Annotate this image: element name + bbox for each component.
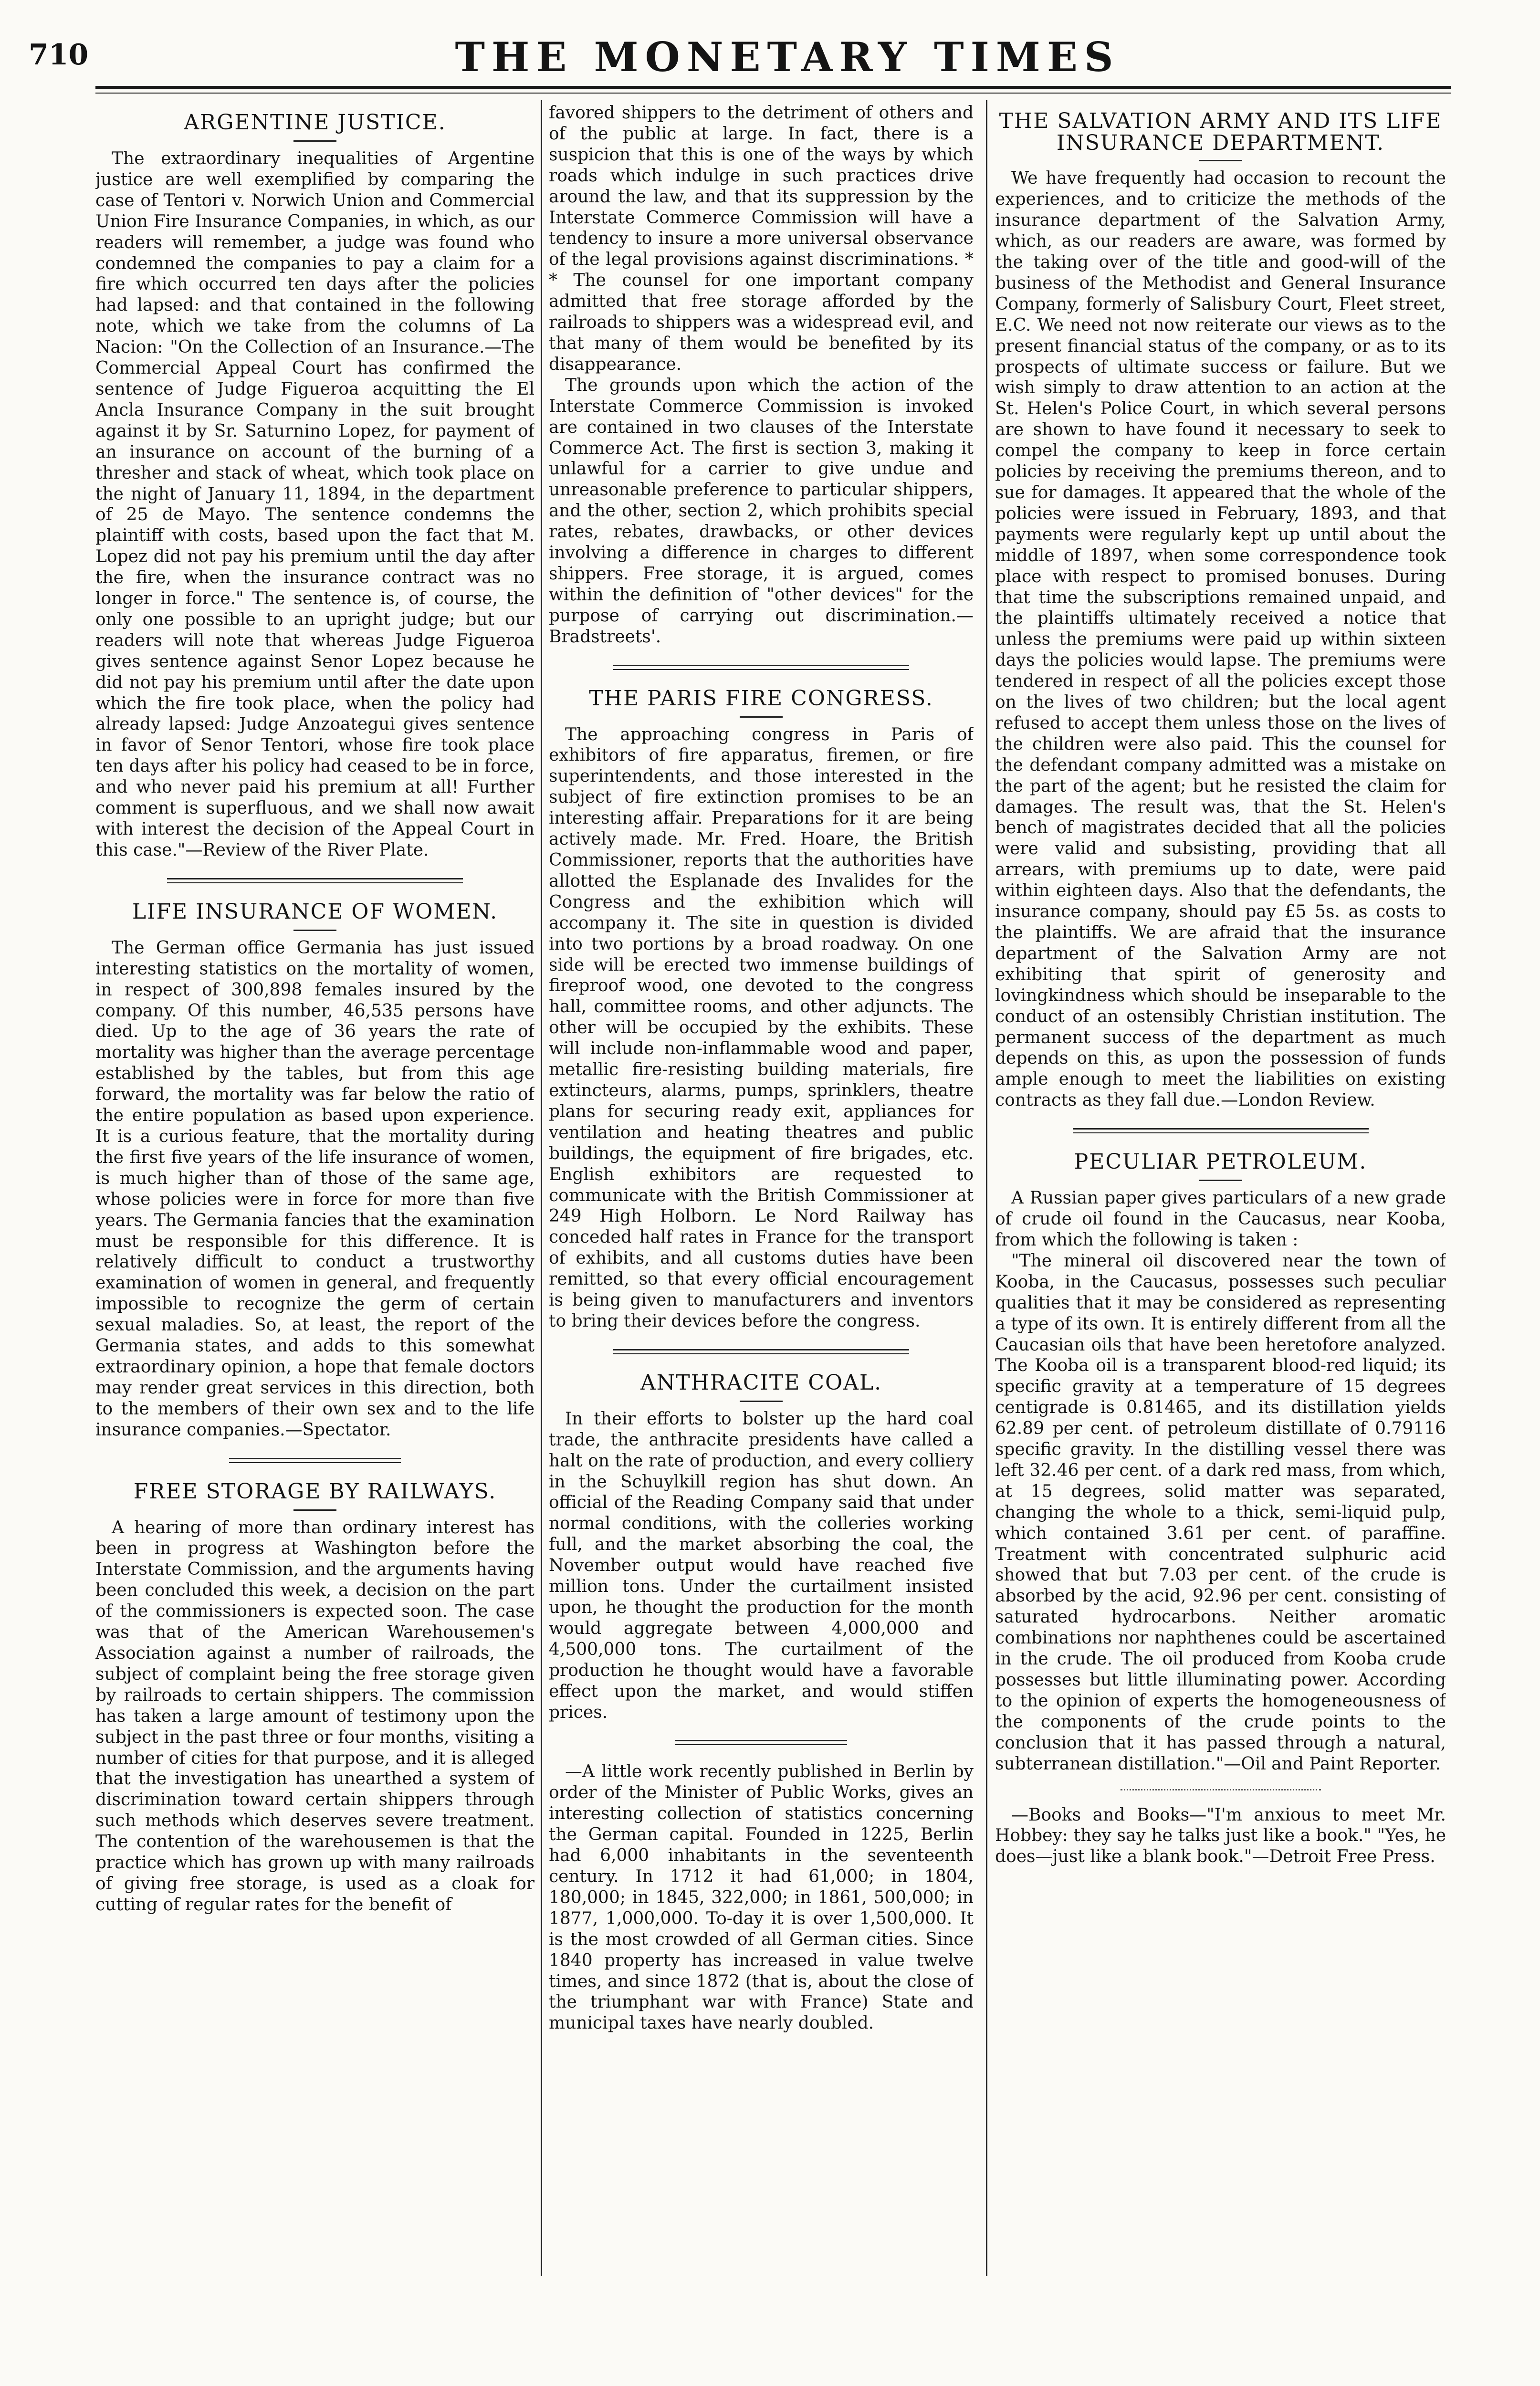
masthead-title: THE MONETARY TIMES xyxy=(455,33,1120,81)
title-dash xyxy=(1199,1180,1242,1181)
column-right xyxy=(995,103,1446,2374)
page-header xyxy=(0,0,1540,115)
header-rule xyxy=(95,86,1451,89)
article-salvation-army xyxy=(995,110,1446,1111)
title-dash xyxy=(740,716,783,718)
title-dash xyxy=(740,1401,783,1402)
article-free-storage xyxy=(95,1479,534,1915)
article-anthracite-coal xyxy=(549,1371,974,1723)
column-left xyxy=(95,103,534,2374)
article-paris-fire-congress xyxy=(549,686,974,1332)
dotted-separator xyxy=(1121,1789,1321,1790)
article-berlin-statistics xyxy=(549,1761,974,2034)
section-separator xyxy=(1073,1128,1369,1133)
title-dash xyxy=(293,140,336,142)
article-argentine-justice xyxy=(95,110,534,861)
article-title: PECULIAR PETROLEUM. xyxy=(1074,1150,1367,1174)
article-body: The approaching congress in Paris of exhibitors of fire apparatus, firemen, or fire superintendents, and those interested in the subject of fire extinction promises to be an interesting affair. Preparations for it are being actively made. Mr. Fred. Hoare, the British Commissioner, reports that the authorities have allotted the Esplanade des Invalides for the Congress and the exhibition which will accompany it. The site in question is divided into two portions by a broad roadway. On one side will be erected two immense buildings of fireproof wood, one devoted to the congress hall, committee rooms, and other adjuncts. The other will be occupied by the exhibits. These will include non-inflammable wood and paper, metallic fire-resisting building materials, fire extincteurs, alarms, pumps, sprinklers, theatre plans for securing ready exit, appliances for ventilation and heating theatres and public buildings, the equipment of fire brigades, etc. English exhibitors are requested to communicate with the British Commissioner at 249 High Holborn. Le Nord Railway has conceded half rates in France for the transport of exhibits, and all customs duties have been remitted, so that every official encouragement is being given to manufacturers and inventors to bring their devices before the congress. xyxy=(549,724,974,1331)
section-separator xyxy=(167,878,463,883)
section-separator xyxy=(613,665,909,670)
article-body: favored shippers to the detriment of others and of the public at large. In fact, there is a suspicion that this is one of the ways by which roads which indulge in such practices drive around the law, and that its suppression by the Interstate Commerce Commission will have a tendency to insure a more universal observance of the legal provisions against discriminations. * * The counsel for one important company admitted that free storage afforded by the railroads to shippers was a widespread evil, and that many of them would be benefited by its disappearance. xyxy=(549,103,974,374)
article-body: A hearing of more than ordinary interest has been in progress at Washington before the Interstate Commission, and the arguments having been concluded this week, a decision on the part of the commissioners is expected soon. The case was that of the American Warehousemen's Association against a number of railroads, the subject of complaint being the free storage given by railroads to certain shippers. The commission has taken a large amount of testimony upon the subject in the past three or four months, visiting a number of cities for that purpose, and it is alleged that the investigation has unearthed a system of discrimination toward certain shippers through such methods which deserves severe treatment. The contention of the warehousemen is that the practice which has grown up with many railroads of giving free storage, is used as a cloak for cutting of regular rates for the benefit of xyxy=(95,1517,534,1915)
article-title: ARGENTINE JUSTICE. xyxy=(184,110,446,135)
section-separator xyxy=(613,1349,909,1354)
section-separator xyxy=(229,1458,401,1463)
section-separator xyxy=(675,1740,847,1745)
article-body: The German office Germania has just issued interesting statistics on the mortality of women, in respect of 300,898 females insured by the company. Of this number, 46,535 persons have died. Up to the age of 36 years the rate of mortality was higher than the average percentage established by the tables, but from this age forward, the mortality was far below the ratio of the entire population as based upon experience. It is a curious feature, that the mortality during the first five years of the life insurance of women, is much higher than of those of the same age, whose policies were in force for more than five years. The Germania fancies that the examination must be responsible for this difference. It is relatively difficult to conduct a trustworthy examination of women in general, and frequently impossible to recognize the germ of certain sexual maladies. So, at least, the report of the Germania states, and adds to this somewhat extraordinary opinion, a hope that female doctors may render great services in this direction, both to the members of their own sex and to the life insurance companies.—Spectator. xyxy=(95,938,534,1440)
article-title: ANTHRACITE COAL. xyxy=(640,1370,882,1395)
column-middle xyxy=(549,103,974,2374)
column-divider xyxy=(986,100,987,2276)
article-body: In their efforts to bolster up the hard coal trade, the anthracite presidents have called a halt on the rate of production, and every colliery in the Schuylkill region has shut down. An official of the Reading Company said that under normal conditions, with the colleries working full, and the market absorbing the coal, the November output would have reached five million tons. Under the curtailment insisted upon, he thought the production for the month would aggregate between 4,000,000 and 4,500,000 tons. The curtailment of the production he thought would have a favorable effect upon the market, and would stiffen prices. xyxy=(549,1409,974,1722)
column-divider xyxy=(541,100,542,2276)
article-body: A Russian paper gives particulars of a new grade of crude oil found in the Caucasus, near Kooba, from which the following is taken : xyxy=(995,1188,1446,1250)
article-title: FREE STORAGE BY RAILWAYS. xyxy=(133,1479,497,1504)
header-rule-thin xyxy=(95,93,1451,94)
article-body: —A little work recently published in Berlin by order of the Minister of Public Works, gives an interesting collection of statistics concerning the German capital. Founded in 1225, Berlin had 6,000 inhabitants in the seventeenth century. In 1712 it had 61,000; in 1804, 180,000; in 1845, 322,000; in 1861, 500,000; in 1877, 1,000,000. To-day it is over 1,500,000. It is the most crowded of all German cities. Since 1840 property has increased in value twelve times, and since 1872 (that is, about the close of the triumphant war with France) State and municipal taxes have nearly doubled. xyxy=(549,1762,974,2033)
article-title: THE SALVATION ARMY AND ITS LIFE INSURANCE DEPARTMENT. xyxy=(999,109,1442,156)
title-dash xyxy=(293,1509,336,1511)
article-body: The grounds upon which the action of the Interstate Commerce Commission is invoked are contained in two clauses of the Interstate Commerce Act. The first is section 3, making it unlawful for a carrier to give undue and unreasonable preference to particular shippers, and the other, section 2, which prohibits special rates, rebates, drawbacks, or other devices involving a difference in charges to different shippers. Free storage, it is argued, comes within the definition of "other devices" for the purpose of carrying out discrimination.—Bradstreets'. xyxy=(549,375,974,647)
article-peculiar-petroleum xyxy=(995,1150,1446,1774)
article-life-insurance-women xyxy=(95,900,534,1441)
article-free-storage-continued xyxy=(549,103,974,648)
article-title: LIFE INSURANCE OF WOMEN. xyxy=(132,899,498,924)
article-books-and-books xyxy=(995,1805,1446,1868)
title-dash xyxy=(1199,160,1242,161)
article-body: We have frequently had occasion to recount the experiences, and to criticize the methods of the insurance department of the Salvation Army, which, as our readers are aware, was formed by the taking over of the title and good-will of the business of the Methodist and General Insurance Company, formerly of Salisbury Court, Fleet street, E.C. We need not now reiterate our views as to the present financial status of the company, or as to its prospects of ultimate success or failure. But we wish simply to draw attention to an action at the St. Helen's Police Court, in which several persons are shown to have found it necessary to seek to compel the company to keep in force certain policies by receiving the premiums thereon, and to sue for damages. It appeared that the whole of the policies were issued in February, 1893, and that payments were regularly kept up until about the middle of 1897, when some correspondence took place with respect to promised bonuses. During that time the subscriptions remained unpaid, and the plaintiffs ultimately received a notice that unless the premiums were paid up within sixteen days the policies would lapse. The premiums were tendered in respect of all the policies except those on the lives of two children; but the local agent refused to accept them unless those on the lives of the children were also paid. This the counsel for the defendant company admitted was a mistake on the part of the agent; but he resisted the claim for damages. The result was, that the St. Helen's bench of magistrates decided that all the policies were valid and subsisting, providing that all arrears, with premiums up to date, were paid within eighteen days. Also that the defendants, the insurance company, should pay £5 5s. as costs to the plaintiffs. We are afraid that the insurance department of the Salvation Army are not exhibiting that spirit of generosity and lovingkindness which should be inseparable to the conduct of an ostensibly Christian institution. The permanent success of the department as much depends on this, as upon the possession of funds ample enough to meet the liabilities on existing contracts as they fall due.—London Review. xyxy=(995,168,1446,1110)
title-dash xyxy=(293,930,336,931)
article-title: THE PARIS FIRE CONGRESS. xyxy=(589,686,933,711)
article-body: The extraordinary inequalities of Argentine justice are well exemplified by comparing the case of Tentori v. Norwich Union and Commercial Union Fire Insurance Companies, in which, as our readers will remember, a judge was found who condemned the companies to pay a claim for a fire which occurred ten days after the policies had lapsed: and that contained in the following note, which we take from the columns of La Nacion: "On the Collection of an Insurance.—The Commercial Appeal Court has confirmed the sentence of Judge Figueroa acquitting the El Ancla Insurance Company in the suit brought against it by Sr. Saturnino Lopez, for payment of an insurance on account of the burning of a thresher and stack of wheat, which took place on the night of January 11, 1894, in the department of 25 de Mayo. The sentence condemns the plaintiff with costs, based upon the fact that M. Lopez did not pay his premium until the day after the fire, when the insurance contract was no longer in force." The sentence is, of course, the only one possible to an upright judge; but our readers will note that whereas Judge Figueroa gives sentence against Senor Lopez because he did not pay his premium until after the date upon which the fire took place, when the policy had already lapsed: Judge Anzoategui gives sentence in favor of Senor Tentori, whose fire took place ten days after his policy had ceased to be in force, and who never paid his premium at all! Further comment is superfluous, and we shall now await with interest the decision of the Appeal Court in this case."—Review of the River Plate. xyxy=(95,149,534,860)
article-body: —Books and Books—"I'm anxious to meet Mr. Hobbey: they say he talks just like a book." "Yes, he does—just like a blank book."—Detroit Free Press. xyxy=(995,1805,1446,1867)
article-body: "The mineral oil discovered near the town of Kooba, in the Caucasus, possesses such peculiar qualities that it may be considered as representing a type of its own. It is entirely different from all the Caucasian oils that have been heretofore analyzed. The Kooba oil is a transparent blood-red liquid; its specific gravity at a temperature of 15 degrees centigrade is 0.81465, and its distillation yields 62.89 per cent. of petroleum distillate of 0.79116 specific gravity. In the distilling vessel there was left 32.46 per cent. of a dark red mass, from which, at 15 degrees, solid matter was separated, changing the whole to a thick, semi-liquid pulp, which contained 3.61 per cent. of paraffine. Treatment with concentrated sulphuric acid showed that but 7.03 per cent. of the crude is absorbed by the acid, 92.96 per cent. consisting of saturated hydrocarbons. Neither aromatic combinations nor naphthenes could be ascertained in the crude. The oil produced from Kooba crude possesses but little illuminating power. According to the opinion of experts the homogeneousness of the components of the crude points to the conclusion that it has passed through a natural, subterranean distillation."—Oil and Paint Reporter. xyxy=(995,1251,1446,1774)
page-number: 710 xyxy=(29,38,89,72)
